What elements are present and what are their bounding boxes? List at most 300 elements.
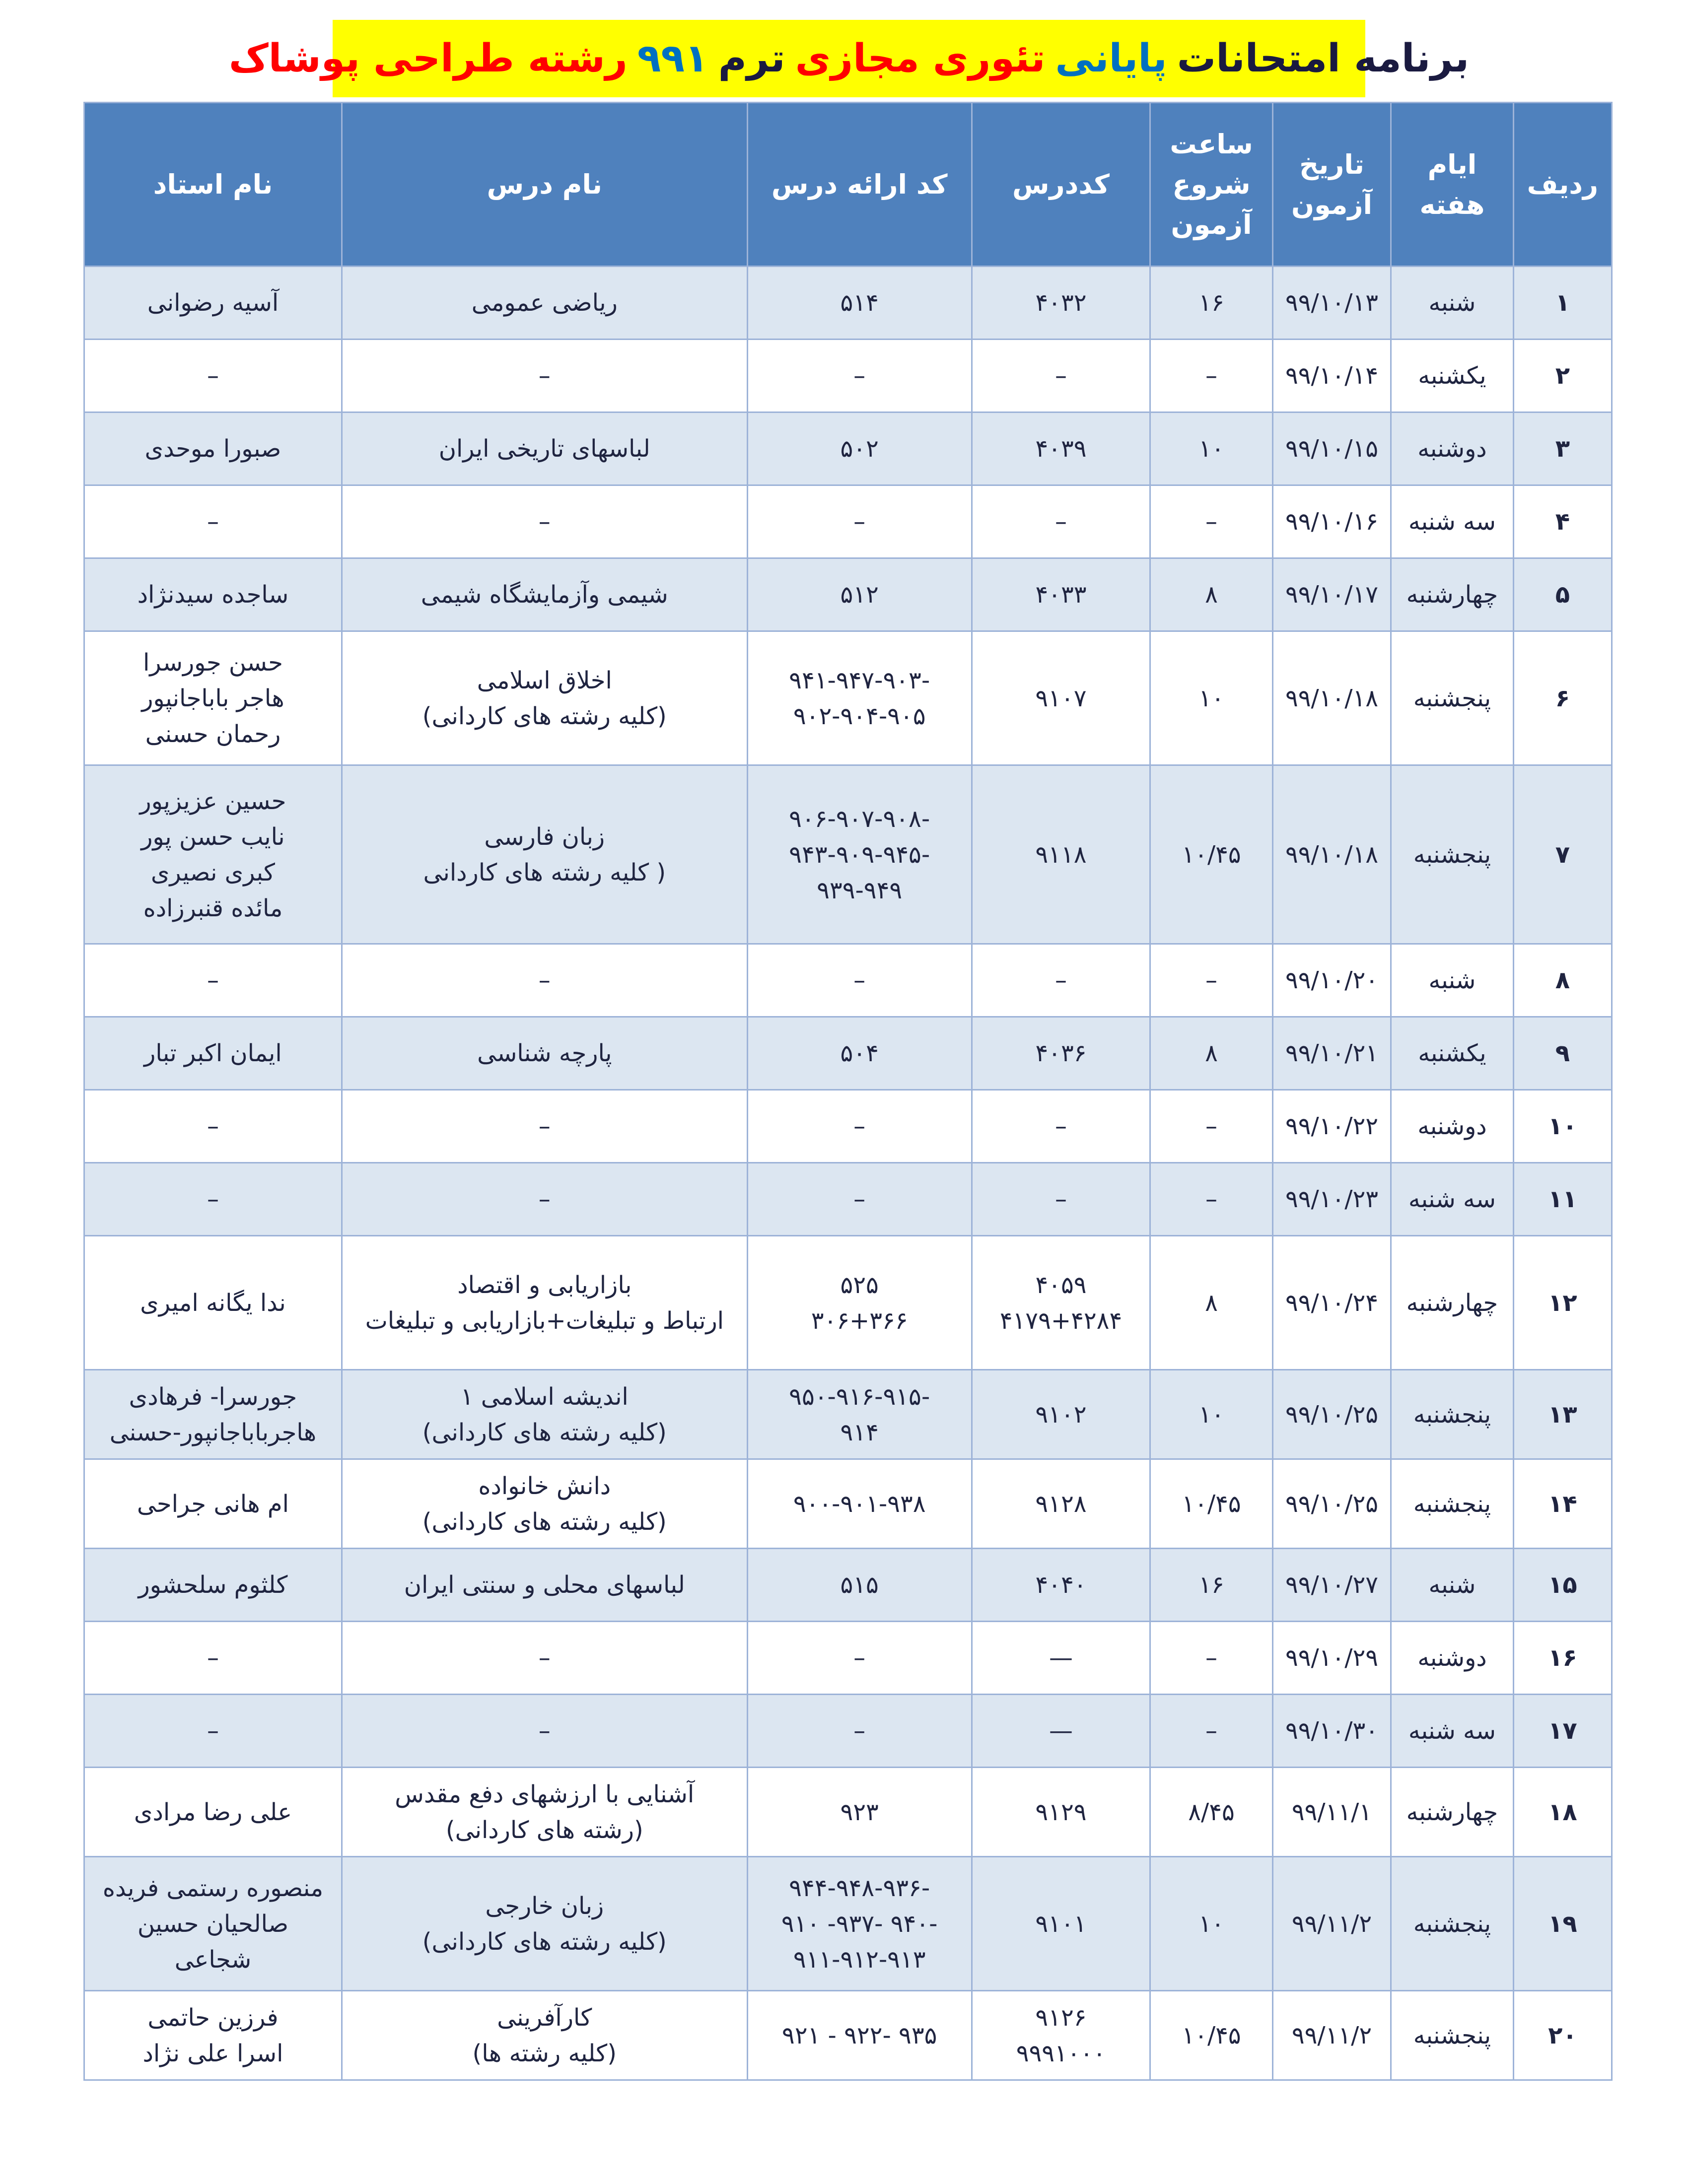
row-number: ۴ <box>1513 485 1612 558</box>
teacher-name-line: – <box>207 966 219 994</box>
exam-date: ۹۹/۱۱/۱ <box>1272 1768 1391 1857</box>
header-start-time-line: ساعت <box>1170 129 1253 160</box>
teacher-name <box>84 1090 342 1163</box>
course-code <box>972 765 1150 944</box>
course-name <box>342 558 747 631</box>
header-course-code: کددرس <box>972 103 1150 267</box>
course-name <box>342 944 747 1017</box>
start-time: ۸ <box>1150 1236 1273 1370</box>
weekday: سه شنبه <box>1391 1163 1514 1236</box>
course-name <box>342 1991 747 2080</box>
offer-code <box>747 631 972 765</box>
row-number: ۱ <box>1513 267 1612 340</box>
course-name <box>342 1622 747 1695</box>
exam-date: ۹۹/۱۰/۱۷ <box>1272 558 1391 631</box>
course-code-line: — <box>1049 1644 1073 1672</box>
course-name <box>342 631 747 765</box>
course-name-line: ارتباط و تبلیغات+بازاریابی و تبلیغات <box>365 1306 724 1335</box>
teacher-name-line: مائده قنبرزاده <box>143 894 283 922</box>
header-offer-code: کد ارائه درس <box>747 103 972 267</box>
teacher-name <box>84 340 342 412</box>
start-time: ۱۰ <box>1150 412 1273 485</box>
table-row <box>84 1017 1612 1090</box>
row-number: ۱۶ <box>1513 1622 1612 1695</box>
course-code <box>972 1370 1150 1459</box>
course-code-line: ۴۰۴۰ <box>1035 1571 1087 1599</box>
table-row <box>84 1695 1612 1768</box>
offer-code <box>747 1459 972 1549</box>
teacher-name-line: ندا یگانه امیری <box>140 1289 286 1317</box>
offer-code <box>747 485 972 558</box>
teacher-name <box>84 765 342 944</box>
offer-code-line: ۳۰۶+۳۶۶ <box>811 1306 908 1335</box>
header-row-number: ردیف <box>1513 103 1612 267</box>
course-name-line: (رشته های کاردانی) <box>445 1816 643 1844</box>
teacher-name <box>84 1622 342 1695</box>
weekday: پنجشنبه <box>1391 1991 1514 2080</box>
table-row <box>84 1090 1612 1163</box>
start-time: – <box>1150 340 1273 412</box>
course-name <box>342 1163 747 1236</box>
offer-code <box>747 1163 972 1236</box>
header-start-time <box>1150 103 1273 267</box>
offer-code-line: ۵۱۵ <box>840 1571 879 1599</box>
offer-code-line: – <box>853 508 866 536</box>
offer-code-line: ۹۱۴ <box>840 1418 879 1446</box>
teacher-name-line: آسیه رضوانی <box>147 289 279 317</box>
weekday: شنبه <box>1391 944 1514 1017</box>
course-name <box>342 1857 747 1991</box>
course-name-line: (کلیه رشته های کاردانی) <box>422 702 667 730</box>
teacher-name-line: – <box>207 362 219 390</box>
start-time: ۸ <box>1150 558 1273 631</box>
table-row <box>84 485 1612 558</box>
weekday: پنجشنبه <box>1391 1857 1514 1991</box>
course-name <box>342 1017 747 1090</box>
course-name-line: – <box>538 966 551 994</box>
course-name-line: زبان فارسی <box>484 822 605 851</box>
teacher-name <box>84 267 342 340</box>
teacher-name-line: حسن جورسرا <box>142 648 283 677</box>
exam-date: ۹۹/۱۰/۲۱ <box>1272 1017 1391 1090</box>
course-code-line: ۹۱۰۲ <box>1035 1400 1087 1429</box>
exam-date: ۹۹/۱۰/۲۵ <box>1272 1370 1391 1459</box>
exam-date: ۹۹/۱۰/۱۴ <box>1272 340 1391 412</box>
teacher-name-line: حسین عزیزپور <box>140 787 286 815</box>
offer-code <box>747 1857 972 1991</box>
offer-code-line: ۵۰۲ <box>840 435 879 463</box>
course-code <box>972 1622 1150 1695</box>
start-time: ۱۰ <box>1150 1370 1273 1459</box>
table-row <box>84 1459 1612 1549</box>
teacher-name <box>84 631 342 765</box>
teacher-name-line: نایب حسن پور <box>141 822 285 851</box>
offer-code-line: ۹۱۱-۹۱۲-۹۱۳ <box>793 1945 926 1974</box>
teacher-name-line: فرزین حاتمی <box>147 2003 279 2032</box>
course-code-line: ۹۱۲۸ <box>1035 1490 1087 1518</box>
title-part-term: ترم <box>718 36 785 81</box>
course-code-line: ۴۰۳۳ <box>1035 581 1087 609</box>
weekday: شنبه <box>1391 267 1514 340</box>
row-number: ۲ <box>1513 340 1612 412</box>
table-row <box>84 631 1612 765</box>
teacher-name-line: – <box>207 1644 219 1672</box>
course-name-line: کارآفرینی <box>497 2003 592 2032</box>
course-name-line: شیمی وآزمایشگاه شیمی <box>421 581 668 609</box>
offer-code-line: -۹۴۳-۹۰۹-۹۴۵ <box>789 840 930 869</box>
course-code-line: ۴۰۳۶ <box>1035 1039 1087 1067</box>
course-name-line: بازاریابی و اقتصاد <box>457 1271 632 1299</box>
teacher-name-line: شجاعی <box>174 1945 252 1974</box>
offer-code-line: ۵۲۵ <box>840 1271 879 1299</box>
course-name-line: دانش خانواده <box>478 1472 611 1500</box>
offer-code <box>747 1370 972 1459</box>
offer-code <box>747 412 972 485</box>
table-row <box>84 1857 1612 1991</box>
table-header-row <box>84 103 1612 267</box>
weekday: سه شنبه <box>1391 485 1514 558</box>
course-code-line: – <box>1055 362 1067 390</box>
title-part-virtual: تئوری مجازی <box>795 36 1046 81</box>
course-name <box>342 1695 747 1768</box>
title-part-exams: برنامه امتحانات <box>1177 36 1470 81</box>
course-code <box>972 1090 1150 1163</box>
offer-code-line: – <box>853 1112 866 1140</box>
course-code-line: ۴۰۳۹ <box>1035 435 1087 463</box>
course-code-line: – <box>1055 1185 1067 1213</box>
exam-date: ۹۹/۱۰/۲۵ <box>1272 1459 1391 1549</box>
course-name-line: اندیشه اسلامی ۱ <box>460 1382 629 1411</box>
exam-date: ۹۹/۱۰/۳۰ <box>1272 1695 1391 1768</box>
teacher-name-line: هاجرباباجانپور-حسنی <box>109 1418 317 1446</box>
course-name <box>342 765 747 944</box>
table-row <box>84 558 1612 631</box>
start-time: ۱۰ <box>1150 631 1273 765</box>
row-number: ۱۴ <box>1513 1459 1612 1549</box>
course-name-line: (کلیه رشته های کاردانی) <box>422 1418 667 1446</box>
table-row <box>84 340 1612 412</box>
course-code-line: – <box>1055 1112 1067 1140</box>
exam-date: ۹۹/۱۰/۲۰ <box>1272 944 1391 1017</box>
row-number: ۹ <box>1513 1017 1612 1090</box>
table-row <box>84 1549 1612 1622</box>
course-name <box>342 1549 747 1622</box>
teacher-name-line: کلثوم سلحشور <box>138 1571 288 1599</box>
row-number: ۱۳ <box>1513 1370 1612 1459</box>
course-code-line: ۴۰۳۲ <box>1035 289 1087 317</box>
weekday: پنجشنبه <box>1391 631 1514 765</box>
table-row <box>84 1768 1612 1857</box>
teacher-name-line: – <box>207 1112 219 1140</box>
exam-date: ۹۹/۱۰/۲۳ <box>1272 1163 1391 1236</box>
course-code-line: – <box>1055 508 1067 536</box>
teacher-name-line: – <box>207 508 219 536</box>
offer-code-line: -۹۴۴-۹۴۸-۹۳۶ <box>789 1874 930 1902</box>
teacher-name <box>84 1017 342 1090</box>
start-time: ۱۰/۴۵ <box>1150 1991 1273 2080</box>
exam-date: ۹۹/۱۰/۲۲ <box>1272 1090 1391 1163</box>
table-row <box>84 944 1612 1017</box>
weekday: یکشنبه <box>1391 1017 1514 1090</box>
teacher-name <box>84 1459 342 1549</box>
exam-date: ۹۹/۱۱/۲ <box>1272 1991 1391 2080</box>
teacher-name-line: جورسرا- فرهادی <box>129 1382 297 1411</box>
teacher-name-line: علی رضا مرادی <box>134 1798 292 1826</box>
teacher-name <box>84 1370 342 1459</box>
offer-code <box>747 1236 972 1370</box>
offer-code-line: ۹۰۰-۹۰۱-۹۳۸ <box>793 1490 926 1518</box>
offer-code <box>747 340 972 412</box>
offer-code <box>747 944 972 1017</box>
row-number: ۷ <box>1513 765 1612 944</box>
course-name-line: – <box>538 362 551 390</box>
offer-code <box>747 267 972 340</box>
start-time: ۱۰/۴۵ <box>1150 765 1273 944</box>
start-time: ۸/۴۵ <box>1150 1768 1273 1857</box>
course-code <box>972 1857 1150 1991</box>
course-name-line: – <box>538 1185 551 1213</box>
row-number: ۱۵ <box>1513 1549 1612 1622</box>
teacher-name <box>84 558 342 631</box>
teacher-name-line: ایمان اکبر تبار <box>144 1039 282 1067</box>
course-code <box>972 412 1150 485</box>
table-row <box>84 1622 1612 1695</box>
course-code <box>972 1236 1150 1370</box>
row-number: ۵ <box>1513 558 1612 631</box>
course-name-line: زبان خارجی <box>485 1892 604 1920</box>
header-exam-date <box>1272 103 1391 267</box>
row-number: ۸ <box>1513 944 1612 1017</box>
offer-code-line: – <box>853 1644 866 1672</box>
course-code <box>972 1695 1150 1768</box>
page-title <box>228 20 1470 97</box>
course-code <box>972 1017 1150 1090</box>
offer-code-line: ۵۱۴ <box>840 289 879 317</box>
exam-date: ۹۹/۱۰/۱۳ <box>1272 267 1391 340</box>
teacher-name <box>84 1768 342 1857</box>
teacher-name-line: صالحیان حسین <box>137 1910 288 1938</box>
row-number: ۱۱ <box>1513 1163 1612 1236</box>
course-code-line: — <box>1049 1717 1073 1745</box>
offer-code-line: – <box>853 966 866 994</box>
teacher-name <box>84 1695 342 1768</box>
weekday: شنبه <box>1391 1549 1514 1622</box>
exam-date: ۹۹/۱۰/۱۸ <box>1272 631 1391 765</box>
course-name-line: ( کلیه رشته های کاردانی <box>423 858 666 887</box>
start-time: – <box>1150 1695 1273 1768</box>
teacher-name <box>84 1549 342 1622</box>
course-code-line: ۹۱۰۱ <box>1035 1910 1087 1938</box>
offer-code <box>747 1549 972 1622</box>
weekday: پنجشنبه <box>1391 1370 1514 1459</box>
course-code-line: ۹۱۱۸ <box>1035 840 1087 869</box>
course-name <box>342 340 747 412</box>
course-name <box>342 485 747 558</box>
offer-code-line: ۹۲۳ <box>840 1798 879 1826</box>
table-row <box>84 1991 1612 2080</box>
weekday: چهارشنبه <box>1391 1768 1514 1857</box>
table-row <box>84 1163 1612 1236</box>
table-row <box>84 1236 1612 1370</box>
course-name-line: – <box>538 1644 551 1672</box>
exam-date: ۹۹/۱۰/۱۵ <box>1272 412 1391 485</box>
offer-code-line: -۹۵۰-۹۱۶-۹۱۵ <box>789 1382 930 1411</box>
start-time: ۱۰ <box>1150 1857 1273 1991</box>
offer-code <box>747 1991 972 2080</box>
course-name-line: (کلیه رشته های کاردانی) <box>422 1507 667 1536</box>
offer-code-line: -۹۴۰ -۹۳۷- ۹۱۰ <box>781 1910 938 1938</box>
start-time: ۱۶ <box>1150 267 1273 340</box>
start-time: – <box>1150 1163 1273 1236</box>
row-number: ۱۷ <box>1513 1695 1612 1768</box>
course-code-line: ۹۱۲۹ <box>1035 1798 1087 1826</box>
row-number: ۱۰ <box>1513 1090 1612 1163</box>
course-code <box>972 1991 1150 2080</box>
offer-code <box>747 1768 972 1857</box>
course-code <box>972 1549 1150 1622</box>
teacher-name <box>84 944 342 1017</box>
table-row <box>84 267 1612 340</box>
start-time: ۱۰/۴۵ <box>1150 1459 1273 1549</box>
offer-code-line: ۹۳۵ -۹۲۲ - ۹۲۱ <box>781 2021 937 2049</box>
title-part-term-number: ۹۹۱ <box>637 36 708 81</box>
weekday: دوشنبه <box>1391 412 1514 485</box>
course-name-line: (کلیه رشته های کاردانی) <box>422 1927 667 1956</box>
start-time: – <box>1150 1622 1273 1695</box>
course-code-line: ۴۱۷۹+۴۲۸۴ <box>999 1306 1123 1335</box>
start-time: ۸ <box>1150 1017 1273 1090</box>
offer-code-line: ۵۰۴ <box>840 1039 879 1067</box>
table-row <box>84 1370 1612 1459</box>
course-name-line: لباسهای تاریخی ایران <box>438 435 650 463</box>
offer-code <box>747 558 972 631</box>
course-name-line: – <box>538 508 551 536</box>
weekday: دوشنبه <box>1391 1622 1514 1695</box>
exam-date: ۹۹/۱۱/۲ <box>1272 1857 1391 1991</box>
weekday: چهارشنبه <box>1391 1236 1514 1370</box>
header-exam-date-line: تاریخ <box>1299 148 1364 180</box>
teacher-name-line: اسرا علی نژاد <box>142 2039 283 2067</box>
offer-code <box>747 1090 972 1163</box>
course-code <box>972 485 1150 558</box>
course-name-line: لباسهای محلی و سنتی ایران <box>404 1571 685 1599</box>
weekday: دوشنبه <box>1391 1090 1514 1163</box>
course-code-line: ۹۱۰۷ <box>1035 684 1087 712</box>
course-name-line: – <box>538 1717 551 1745</box>
offer-code-line: -۹۴۱-۹۴۷-۹۰۳ <box>789 666 930 694</box>
teacher-name-line: کبری نصیری <box>150 858 276 887</box>
course-name-line: پارچه شناسی <box>477 1039 612 1067</box>
table-row <box>84 412 1612 485</box>
start-time: – <box>1150 1090 1273 1163</box>
exam-schedule-table <box>83 102 1613 2081</box>
course-name-line: (کلیه رشته ها) <box>472 2039 617 2067</box>
start-time: ۱۶ <box>1150 1549 1273 1622</box>
course-name <box>342 1090 747 1163</box>
start-time: – <box>1150 944 1273 1017</box>
course-name <box>342 412 747 485</box>
offer-code-line: ۵۱۲ <box>840 581 879 609</box>
course-code-line: ۹۱۲۶ <box>1035 2003 1087 2032</box>
course-name-line: آشنایی با ارزشهای دفع مقدس <box>395 1780 695 1808</box>
header-exam-date-line: آزمون <box>1291 189 1372 220</box>
teacher-name <box>84 1236 342 1370</box>
teacher-name <box>84 1163 342 1236</box>
offer-code-line: – <box>853 1717 866 1745</box>
course-name <box>342 1459 747 1549</box>
exam-date: ۹۹/۱۰/۱۸ <box>1272 765 1391 944</box>
exam-date: ۹۹/۱۰/۲۷ <box>1272 1549 1391 1622</box>
exam-date: ۹۹/۱۰/۱۶ <box>1272 485 1391 558</box>
weekday: پنجشنبه <box>1391 1459 1514 1549</box>
teacher-name <box>84 1857 342 1991</box>
weekday: سه شنبه <box>1391 1695 1514 1768</box>
weekday: چهارشنبه <box>1391 558 1514 631</box>
teacher-name-line: رحمان حسنی <box>145 720 281 748</box>
offer-code-line: ۹۰۲-۹۰۴-۹۰۵ <box>793 702 926 730</box>
course-name-line: – <box>538 1112 551 1140</box>
course-code-line: ۹۹۹۱۰۰۰ <box>1016 2039 1106 2067</box>
offer-code-line: – <box>853 1185 866 1213</box>
offer-code <box>747 1622 972 1695</box>
title-part-major: رشته طراحی پوشاک <box>228 36 628 81</box>
course-name <box>342 1236 747 1370</box>
header-teacher-name: نام استاد <box>84 103 342 267</box>
course-name-line: اخلاق اسلامی <box>477 666 612 694</box>
exam-date: ۹۹/۱۰/۲۴ <box>1272 1236 1391 1370</box>
row-number: ۱۹ <box>1513 1857 1612 1991</box>
teacher-name-line: منصوره رستمی فریده <box>102 1874 324 1902</box>
table-row <box>84 765 1612 944</box>
offer-code <box>747 1695 972 1768</box>
offer-code <box>747 765 972 944</box>
teacher-name-line: ام هانی جراحی <box>137 1490 289 1518</box>
offer-code-line: -۹۰۶-۹۰۷-۹۰۸ <box>789 805 930 833</box>
header-start-time-line: آزمون <box>1171 209 1252 240</box>
start-time: – <box>1150 485 1273 558</box>
course-code <box>972 631 1150 765</box>
course-code-line: – <box>1055 966 1067 994</box>
course-code-line: ۴۰۵۹ <box>1035 1271 1087 1299</box>
course-name-line: ریاضی عمومی <box>471 289 618 317</box>
teacher-name-line: – <box>207 1717 219 1745</box>
row-number: ۱۸ <box>1513 1768 1612 1857</box>
title-part-final: پایانی <box>1055 36 1167 81</box>
teacher-name-line: صبورا موحدی <box>144 435 281 463</box>
row-number: ۳ <box>1513 412 1612 485</box>
offer-code <box>747 1017 972 1090</box>
teacher-name <box>84 412 342 485</box>
course-name <box>342 1768 747 1857</box>
offer-code-line: ۹۳۹-۹۴۹ <box>817 876 903 904</box>
course-name <box>342 1370 747 1459</box>
teacher-name-line: – <box>207 1185 219 1213</box>
course-code <box>972 267 1150 340</box>
course-code <box>972 944 1150 1017</box>
row-number: ۱۲ <box>1513 1236 1612 1370</box>
course-code <box>972 340 1150 412</box>
course-code <box>972 1768 1150 1857</box>
exam-date: ۹۹/۱۰/۲۹ <box>1272 1622 1391 1695</box>
teacher-name-line: ساجده سیدنژاد <box>137 581 289 609</box>
teacher-name <box>84 1991 342 2080</box>
row-number: ۲۰ <box>1513 1991 1612 2080</box>
header-start-time-line: شروع <box>1172 169 1251 200</box>
course-code <box>972 1459 1150 1549</box>
header-course-name: نام درس <box>342 103 747 267</box>
header-weekday: ایام هفته <box>1391 103 1514 267</box>
teacher-name-line: هاجر باباجانپور <box>141 684 284 712</box>
